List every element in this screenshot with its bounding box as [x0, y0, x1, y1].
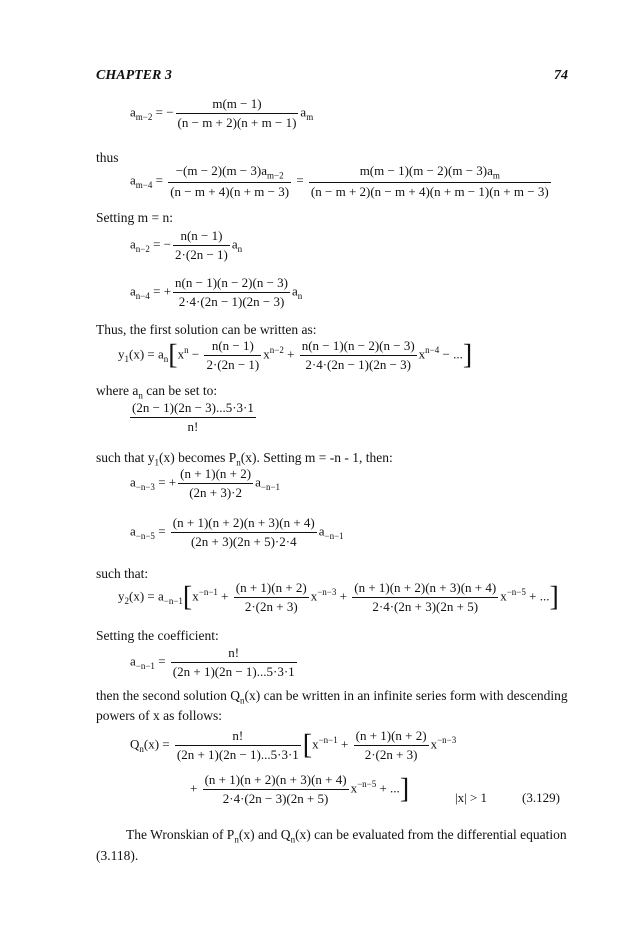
second-solution-text-line2: powers of x as follows:	[96, 708, 222, 723]
setting-m-n-text: Setting m = n:	[96, 210, 173, 225]
equation-a-n-2: $a_{n-2}$ = − $\frac{n(n - 1)}{2\cdot(2n - 1)}$ $a_n$	[130, 228, 243, 262]
equation-y1: $y_1(x) = a_n[x^n$ − $\frac{n(n - 1)}{2\cdot(2n - 1)}$ $x^{n-2}$ + $\frac{n(n - 1)(n - 2)(n - 3)}{2\cdot 4\cdot(2n - 1)(2n - 3)}$ $x^{n-4}$ − ...]	[118, 338, 473, 372]
equation-a-minus-n-5: $a_{-n-5}$ = $\frac{(n + 1)(n + 2)(n + 3)(n + 4)}{(2n + 3)(2n + 5)\cdot 2\cdot 4}$ $a_{-n-1}$	[130, 515, 344, 549]
equation-a-m-4: $a_{m-4}$ = $\frac{-(m - 2)(m - 3)a_{m-2}}{(n - m + 4)(n + m - 3)}$ = $\frac{m(m - 1)(m - 2)(m - 3)a_m}{(n - m + 2)(n - m + 4)(n + m - 1)(n + m - 3)}$	[130, 163, 549, 199]
wronskian-text-line1: The Wronskian of $P_n(x)$ and $Q_n(x)$ can be evaluated from the differential equation	[126, 827, 567, 845]
second-solution-text-line1: then the second solution $Q_n(x)$ can be written in an infinite series form with descending	[96, 688, 568, 706]
equation-number: (3.129)	[522, 790, 560, 805]
convergence-condition: |x| > 1	[455, 790, 488, 805]
equation-a-minus-n-3: $a_{-n-3}$ = + $\frac{(n + 1)(n + 2)}{(2n + 3)\cdot 2}$ $a_{-n-1}$	[130, 466, 281, 500]
wronskian-text-line2: (3.118).	[96, 848, 139, 863]
page-number: 74	[554, 68, 568, 83]
equation-a-m-2: $a_{m-2}$ = − $\frac{m(m - 1)}{(n - m + 2)(n + m - 1)}$ $a_m$	[130, 96, 314, 130]
first-solution-text: Thus, the first solution can be written as:	[96, 322, 317, 337]
equation-a-n-4: $a_{n-4}$ = + $\frac{n(n - 1)(n - 2)(n - 3)}{2\cdot 4\cdot(2n - 1)(2n - 3)}$ $a_n$	[130, 275, 303, 309]
equation-a-minus-n-1: $a_{-n-1}$ = $\frac{n!}{(2n + 1)(2n - 1)...5\cdot 3\cdot 1}$	[130, 645, 295, 679]
equation-an-value: $\frac{(2n - 1)(2n - 3)...5\cdot 3\cdot 1}{n!}$	[132, 400, 254, 434]
equation-qn-line2: + $\frac{(n + 1)(n + 2)(n + 3)(n + 4)}{2\cdot 4\cdot(2n - 3)(2n + 5)}$ $x^{-n-5}$ + ...]	[190, 772, 410, 806]
chapter-heading: CHAPTER 3	[96, 68, 172, 83]
such-that-text: such that:	[96, 566, 149, 581]
equation-y2: $y_2(x) = a_{-n-1}[x^{-n-1}$ + $\frac{(n + 1)(n + 2)}{2\cdot(2n + 3)}$ $x^{-n-3}$ + $\frac{(n + 1)(n + 2)(n + 3)(n + 4)}{2\cdot 4\cdot(2n + 3)(2n + 5)}$ $x^{-n-5}$ + ...]	[118, 580, 559, 614]
setting-coefficient-text: Setting the coefficient:	[96, 628, 219, 643]
such-that-y1-text: such that $y_1(x)$ becomes $P_n(x)$. Setting m = -n - 1, then:	[96, 450, 393, 468]
thus-text: thus	[96, 150, 119, 165]
where-an-text: where $a_n$ can be set to:	[96, 383, 218, 401]
equation-qn-line1: $Q_n(x)$ = $\frac{n!}{(2n + 1)(2n - 1)...5\cdot 3\cdot 1}$ [$x^{-n-1}$ + $\frac{(n + 1)(n + 2)}{2\cdot(2n + 3)}$ $x^{-n-3}$	[130, 728, 457, 762]
